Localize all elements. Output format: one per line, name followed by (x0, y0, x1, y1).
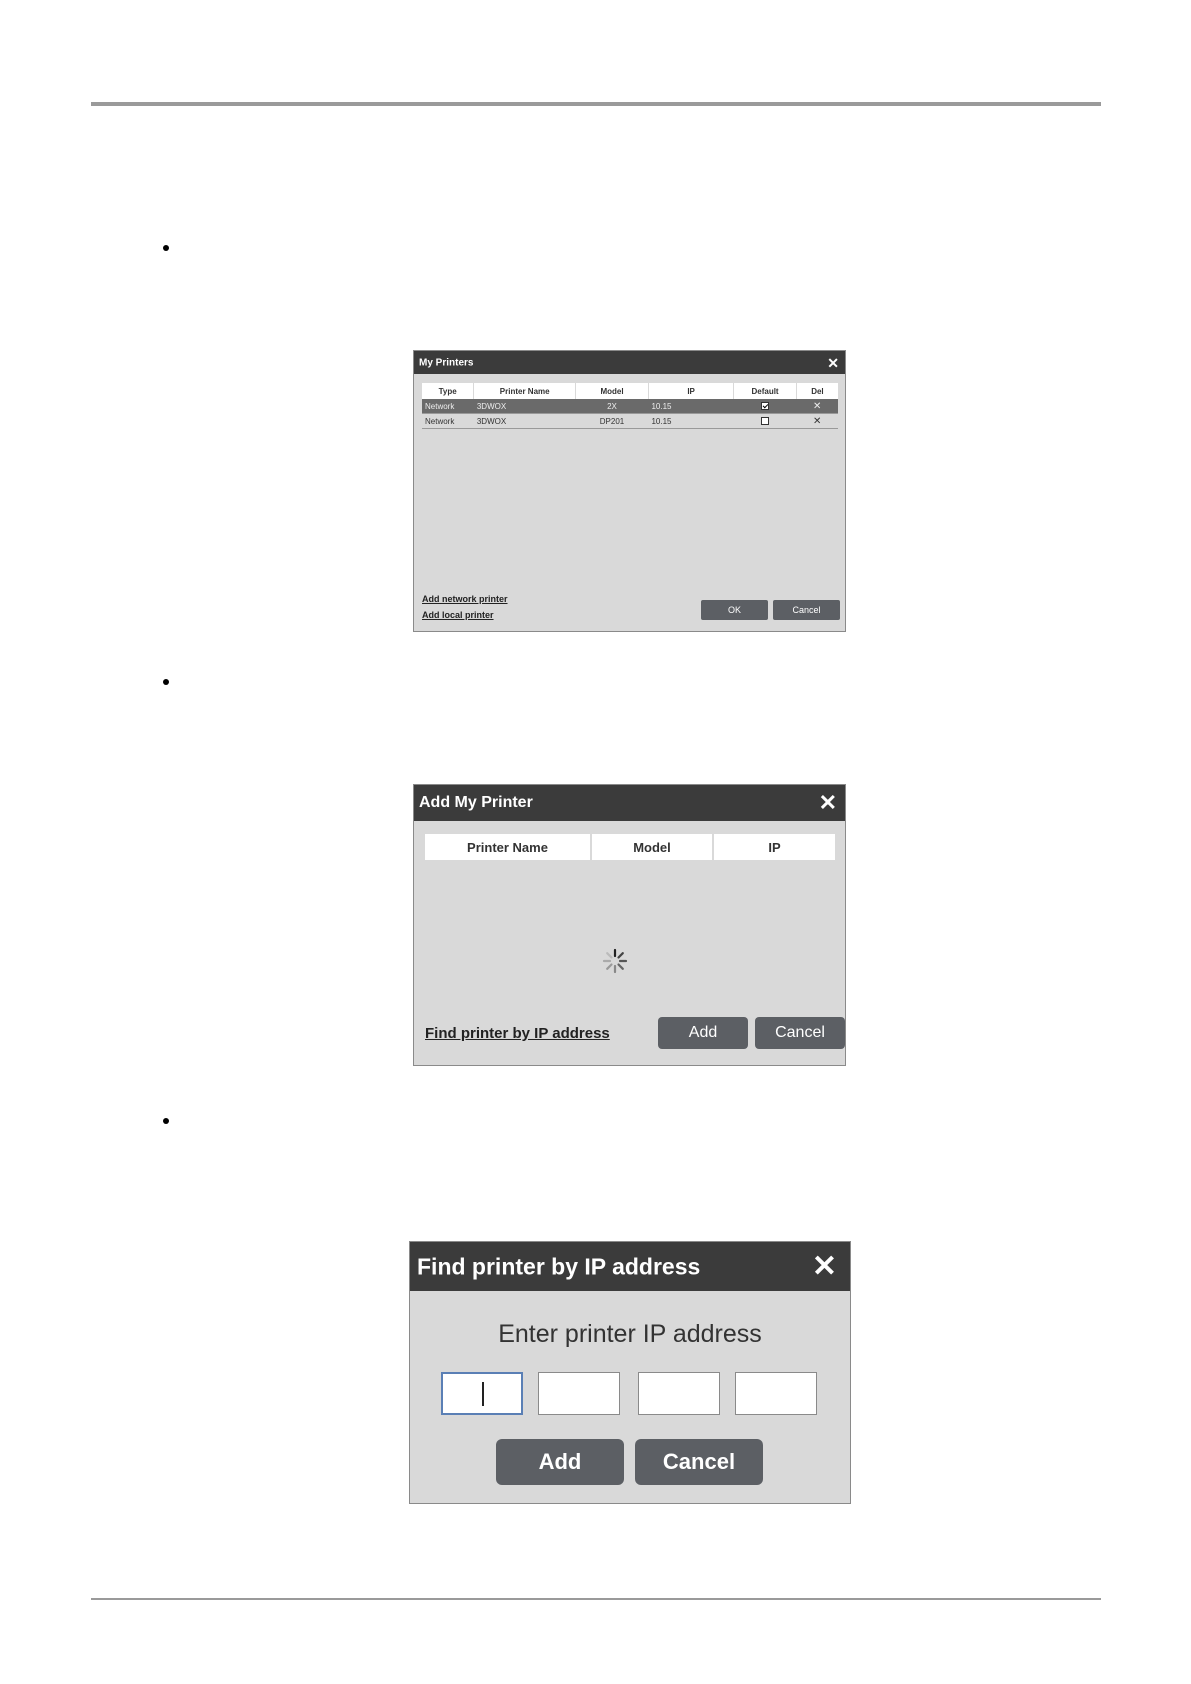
bullet-3 (163, 1118, 169, 1124)
cell-type: Network (422, 399, 474, 414)
cell-default (734, 414, 797, 429)
ip-octet-4-input[interactable] (735, 1372, 817, 1415)
header-rule (91, 102, 1101, 106)
ip-octet-1-input[interactable] (441, 1372, 523, 1415)
add-local-printer-link[interactable]: Add local printer (422, 610, 494, 620)
printers-table (422, 383, 838, 429)
column-header-default: Default (734, 383, 797, 399)
column-header-ip: IP (648, 383, 733, 399)
cell-ip: 10.15 (648, 399, 733, 414)
find-printer-by-ip-dialog (409, 1241, 851, 1504)
cancel-button[interactable]: Cancel (773, 600, 840, 620)
add-my-printer-dialog (413, 784, 846, 1066)
dialog-title: Add My Printer (419, 794, 533, 811)
bullet-2 (163, 679, 169, 685)
close-icon[interactable]: ✕ (818, 790, 837, 815)
cell-model: 2X (576, 399, 649, 414)
default-checkbox[interactable] (761, 402, 769, 410)
dialog-title-bar (414, 351, 845, 374)
add-button[interactable]: Add (496, 1439, 624, 1485)
dialog-title-bar (410, 1242, 850, 1291)
ip-octet-2-input[interactable] (538, 1372, 620, 1415)
cancel-button[interactable]: Cancel (755, 1017, 845, 1049)
dialog-title: My Printers (419, 357, 474, 368)
ip-prompt-label: Enter printer IP address (498, 1320, 762, 1348)
footer-rule (91, 1598, 1101, 1600)
add-network-printer-link[interactable]: Add network printer (422, 594, 508, 604)
my-printers-dialog (413, 350, 846, 632)
add-button[interactable]: Add (658, 1017, 748, 1049)
table-row[interactable] (422, 399, 838, 414)
close-icon[interactable]: ✕ (811, 1249, 837, 1283)
ip-octet-3-input[interactable] (638, 1372, 720, 1415)
dialog-title-bar (414, 785, 845, 821)
cell-printer-name: 3DWOX (474, 399, 576, 414)
cell-ip: 10.15 (648, 414, 733, 429)
cell-del (796, 399, 838, 414)
dialog-title: Find printer by IP address (417, 1253, 701, 1279)
delete-icon[interactable]: ✕ (812, 415, 822, 427)
cell-del (796, 414, 838, 429)
cell-model: DP201 (576, 414, 649, 429)
loading-spinner-icon (602, 948, 628, 974)
column-header-type: Type (422, 383, 474, 399)
delete-icon[interactable]: ✕ (812, 400, 822, 412)
column-header-printer-name: Printer Name (425, 834, 591, 860)
column-header-model: Model (576, 383, 649, 399)
text-caret (482, 1382, 484, 1406)
cell-printer-name: 3DWOX (474, 414, 576, 429)
default-checkbox[interactable] (761, 417, 769, 425)
cell-default (734, 399, 797, 414)
discovered-printers-table (425, 834, 835, 860)
find-printer-by-ip-link[interactable]: Find printer by IP address (425, 1025, 610, 1042)
ok-button[interactable]: OK (701, 600, 768, 620)
close-icon[interactable]: ✕ (827, 354, 839, 371)
cancel-button[interactable]: Cancel (635, 1439, 763, 1485)
column-header-ip: IP (713, 834, 835, 860)
cell-type: Network (422, 414, 474, 429)
column-header-del: Del (796, 383, 838, 399)
column-header-model: Model (591, 834, 713, 860)
table-row[interactable] (422, 414, 838, 429)
column-header-printer-name: Printer Name (474, 383, 576, 399)
bullet-1 (163, 245, 169, 251)
